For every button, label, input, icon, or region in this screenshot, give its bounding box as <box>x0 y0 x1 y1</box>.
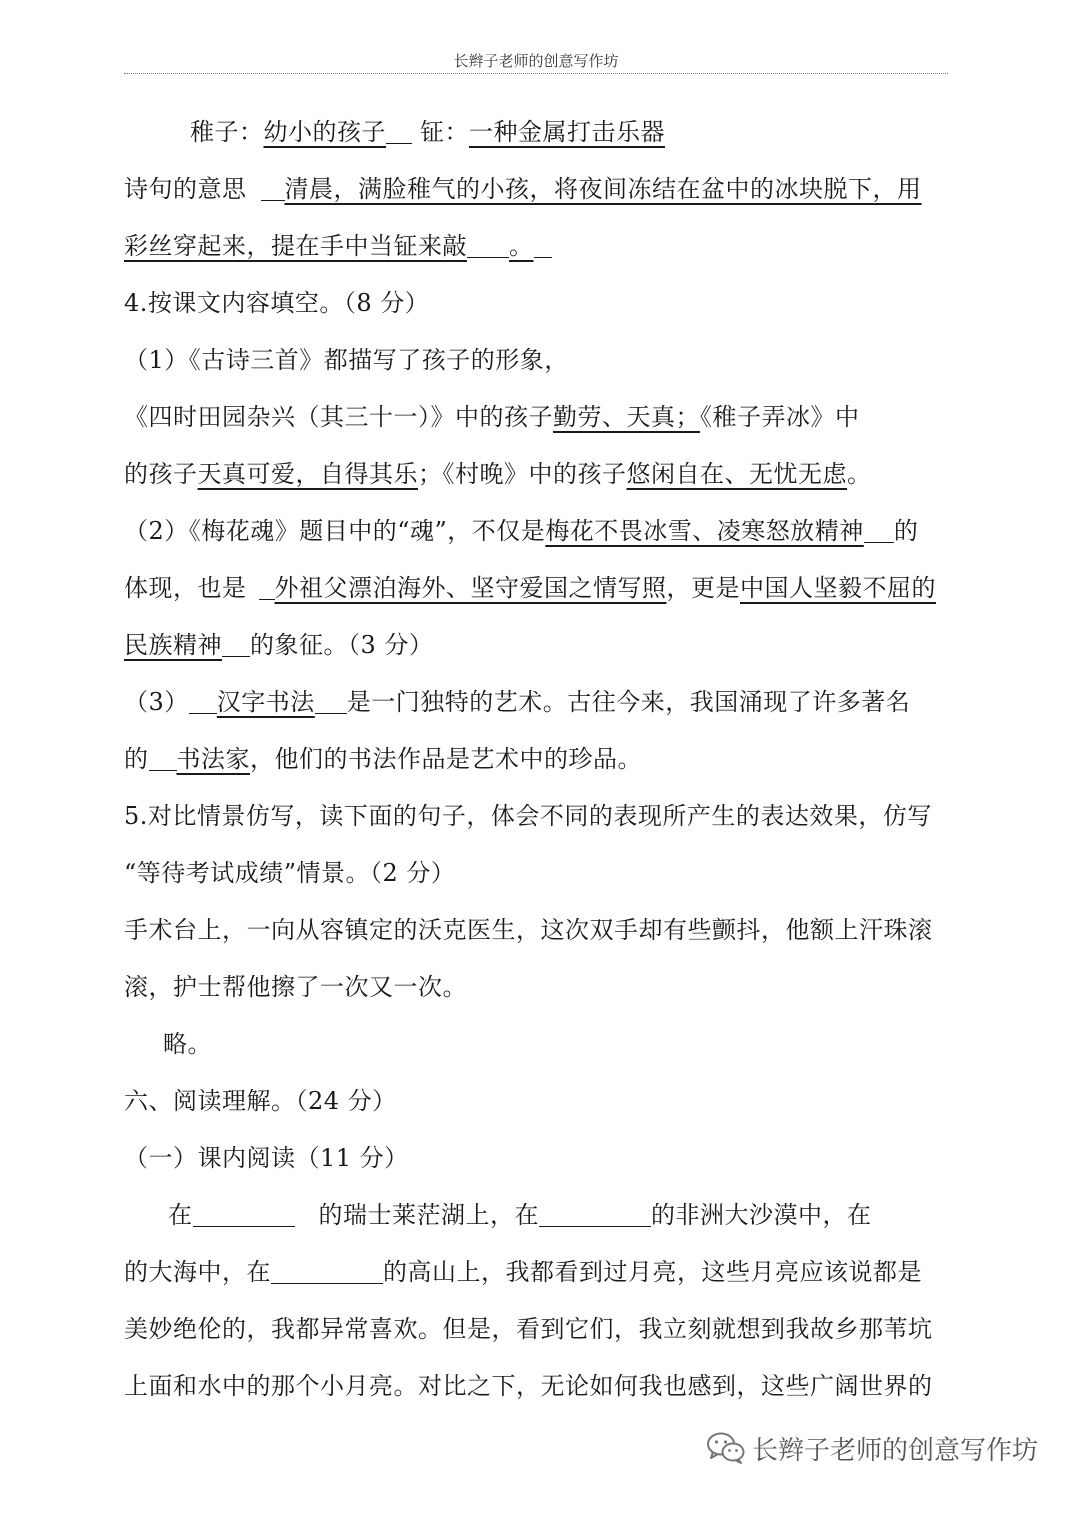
answer-span: 民族精神 <box>124 631 222 659</box>
term-label: 稚子： <box>190 118 264 146</box>
text-line-10 <box>124 629 433 661</box>
question-text: 的 <box>893 517 919 545</box>
text-line-3 <box>124 230 552 262</box>
question-text: 的 <box>124 745 149 773</box>
fill-blank <box>193 1202 295 1227</box>
question-text: 的孩子 <box>124 460 198 488</box>
answer-blank <box>222 632 250 657</box>
answer-span: 书法家 <box>176 745 250 773</box>
answer-span: 勤劳、天真； <box>553 403 700 431</box>
header-divider <box>124 73 948 74</box>
answer-blank <box>534 233 552 258</box>
text-line-2 <box>124 173 922 205</box>
text-line-9 <box>124 572 936 604</box>
question-5: 5.对比情景仿写，读下面的句子，体会不同的表现所产生的表达效果，仿写 <box>124 802 932 830</box>
passage-text: 的大海中，在 <box>124 1258 271 1286</box>
question-text: （2）《梅花魂》题目中的“魂”，不仅是 <box>124 517 546 545</box>
question-text: ，更是 <box>666 574 740 602</box>
answer-span: 中国人坚毅不屈的 <box>740 574 936 602</box>
term-label: 钲： <box>420 118 469 146</box>
watermark-text: 长辫子老师的创意写作坊 <box>752 1435 1039 1466</box>
text-line-6 <box>124 401 860 433</box>
subsection-heading: （一）课内阅读（11 分） <box>124 1144 409 1172</box>
passage-text: 的高山上，我都看到过月亮，这些月亮应该说都是 <box>383 1258 922 1286</box>
answer-span: 天真可爱，自得其乐 <box>197 460 418 488</box>
question-text: 《四时田园杂兴（其三十一）》中的孩子 <box>124 403 553 431</box>
question-4-1: （1）《古诗三首》都描写了孩子的形象， <box>124 346 569 374</box>
passage-text: 在 <box>168 1201 193 1229</box>
text-line-11 <box>124 686 910 718</box>
passage-line-2 <box>124 1256 922 1288</box>
answer-span: 外祖父漂泊海外、坚守爱国之情写照 <box>274 574 667 602</box>
answer-span: 悠闲自在、无忧无虑 <box>626 460 847 488</box>
answer-blank <box>315 689 347 714</box>
answer-blank <box>386 119 412 144</box>
text-line-7 <box>124 458 872 490</box>
question-text: 诗句的意思 <box>124 175 247 203</box>
answer-span: 。 <box>509 232 534 260</box>
answer-blank <box>864 518 894 543</box>
answer-span: 一种金属打击乐器 <box>469 118 665 146</box>
question-text: ，他们的书法作品是艺术中的珍品。 <box>250 745 642 773</box>
passage-text: 的瑞士莱茫湖上，在 <box>318 1201 539 1229</box>
text-line-1 <box>190 116 665 148</box>
text-line-12 <box>124 743 642 775</box>
question-text: （3） <box>124 688 189 716</box>
question-4: 4.按课文内容填空。（8 分） <box>124 289 430 317</box>
answer-span: 梅花不畏冰雪、凌寒怒放精神 <box>545 517 864 545</box>
passage-line-3: 美妙绝伦的，我都异常喜欢。但是，看到它们，我立刻就想到我故乡那苇坑 <box>124 1315 933 1343</box>
answer-omitted: 略。 <box>163 1030 212 1058</box>
page-header: 长辫子老师的创意写作坊 <box>453 52 619 70</box>
answer-blank <box>259 575 275 600</box>
fill-blank <box>539 1202 651 1227</box>
question-text: 《稚子弄冰》中 <box>700 403 860 431</box>
question-text: 。 <box>847 460 872 488</box>
watermark <box>706 1428 1038 1468</box>
fill-blank <box>271 1259 383 1284</box>
question-5-cont: “等待考试成绩”情景。（2 分） <box>124 859 456 887</box>
wechat-icon <box>706 1431 746 1465</box>
passage-line-4: 上面和水中的那个小月亮。对比之下，无论如何我也感到，这些广阔世界的 <box>124 1372 933 1400</box>
question-text: 是一门独特的艺术。古往今来，我国涌现了许多著名 <box>346 688 911 716</box>
passage-text: 的非洲大沙漠中，在 <box>651 1201 872 1229</box>
answer-span: 幼小的孩子 <box>263 118 386 146</box>
answer-blank <box>467 233 509 258</box>
question-text: 的象征。（3 分） <box>250 631 434 659</box>
example-sentence: 手术台上，一向从容镇定的沃克医生，这次双手却有些颤抖，他额上汗珠滚 <box>124 916 933 944</box>
passage-line-1 <box>168 1199 872 1231</box>
answer-span: 汉字书法 <box>216 688 315 716</box>
answer-blank <box>189 689 217 714</box>
text-line-8 <box>124 515 918 547</box>
answer-span: 清晨，满脸稚气的小孩，将夜间冻结在盆中的冰块脱下，用 <box>284 175 922 203</box>
section-heading: 六、阅读理解。（24 分） <box>124 1087 397 1115</box>
question-text: 体现，也是 <box>124 574 247 602</box>
example-sentence-cont: 滚，护士帮他擦了一次又一次。 <box>124 973 467 1001</box>
answer-blank <box>149 746 177 771</box>
answer-blank <box>261 176 285 201</box>
answer-span: 彩丝穿起来，提在手中当钲来敲 <box>124 232 467 260</box>
question-text: ；《村晚》中的孩子 <box>418 460 627 488</box>
